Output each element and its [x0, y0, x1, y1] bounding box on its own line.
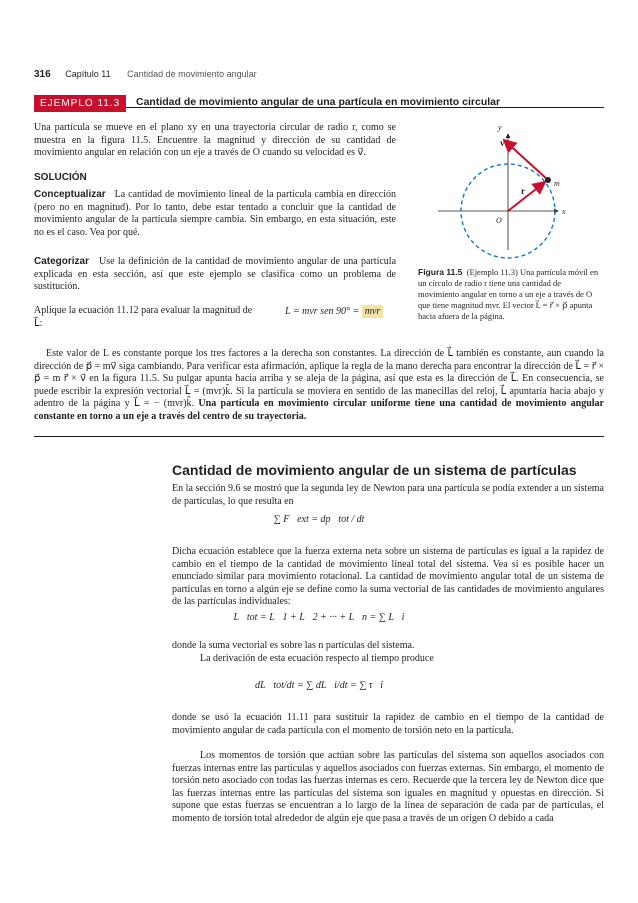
particle-dot	[545, 177, 551, 183]
figure-11-5	[418, 122, 604, 262]
equation-2: L⃗tot = L⃗1 + L⃗2 + ··· + L⃗n = ∑ L⃗i	[233, 612, 405, 623]
section-p5: Los momentos de torsión que actúan sobre las partículas del sistema son aquellos asociados con fuerzas internas entre las partículas y aquellos asociados con fuerzas externas. Sin embargo, el momento de torsión neto asociado con todas las fuerzas internas es cero. Recuerde que la tercera ley de Newton dice que las fuerzas internas entre las partículas del sistema son iguales en magnitud y opuestas en dirección. Si supone que estas fuerzas se encuentran a lo largo de la línea de separación de cada par de partículas, el momento de torsión total alrededor de algún eje que pasa a través de un origen O debido a cada	[172, 750, 604, 824]
section-title: Cantidad de movimiento angular de un sistema de partículas	[172, 462, 577, 478]
conclusion-text: Este valor de L es constante porque los tres factores a la derecha son constantes. La dirección de L⃗ también es constante, aun cuando la dirección de p⃗ = mv⃗ siga cambiando. Para verificar esta afirmación, aplique la regla de la mano derecha para encontrar la dirección de L⃗ = r⃗ × p⃗ = m r⃗ × v⃗ en la figura 11.5. Su pulgar apunta hacia arriba y se aleja de la página, así que esta es la dirección de L⃗. En consecuencia, se puede escribir la expresión vectorial L⃗ = (mvr)k̂. Si la partícula se moviera en sentido de las manecillas del reloj, L⃗ apuntaría hacia abajo y adentro de la página y L⃗ = − (mvr)k̂.	[34, 348, 604, 409]
categorize-text: Use la definición de la cantidad de movimiento angular de una partícula explicada en esta sección, así que este ejemplo se clasifica como un problema de sustitución.	[34, 256, 397, 292]
label-r: r⃗	[521, 186, 532, 196]
figure-caption-text: (Ejemplo 11.3) Una partícula móvil en un círculo de radio r tiene una cantidad de movimiento angular en torno a un eje a través de O que tiene magnitud mvr. El vector L⃗ = r⃗ × p⃗ apunta hacia afuera de la página.	[418, 267, 599, 321]
figure-caption-label: Figura 11.5	[418, 267, 463, 277]
apply-equation-answer: mvr	[362, 305, 384, 318]
figure-caption	[418, 267, 604, 322]
section-p3b: La derivación de esta ecuación respecto al tiempo produce	[200, 653, 434, 664]
conceptualize-paragraph	[34, 189, 396, 239]
solution-heading: SOLUCIÓN	[34, 172, 87, 183]
label-m: m	[554, 179, 560, 188]
apply-text: Aplique la ecuación 11.12 para evaluar la magnitud de L⃗:	[34, 305, 253, 329]
label-x: x	[562, 207, 566, 216]
equation-3: dL⃗tot/dt = ∑ dL⃗i/dt = ∑ τ⃗i	[254, 680, 384, 691]
conceptualize-label: Conceptualizar	[34, 189, 106, 200]
section-p3a: donde la suma vectorial es sobre las n partículas del sistema.	[172, 640, 415, 651]
label-o: O	[496, 216, 502, 225]
equation-1: ∑ F⃗ext = dp⃗tot / dt	[273, 514, 365, 525]
example-badge: EJEMPLO 11.3	[34, 95, 126, 112]
section-p4: donde se usó la ecuación 11.11 para sustituir la rapidez de cambio en el tiempo de la cantidad de movimiento angular de cada partícula con el momento de torsión neto en la partícula.	[172, 712, 604, 736]
chapter-title: Cantidad de movimiento angular	[127, 69, 257, 79]
label-v: v⃗	[500, 138, 512, 148]
apply-equation-lhs: L = mvr sen 90° =	[285, 306, 360, 317]
categorize-label: Categorizar	[34, 256, 90, 267]
section-p2: Dicha ecuación establece que la fuerza externa neta sobre un sistema de partículas es igual a la rapidez de cambio en el tiempo de la cantidad de movimiento lineal total del sistema. Vea si es posible hacer un enunciado similar para movimiento rotacional. La cantidad de movimiento angular total de un sistema de partículas en torno a algún eje se define como la suma vectorial de las cantidades de movimiento angulares de las partículas individuales:	[172, 546, 604, 607]
example-intro: Una partícula se mueve en el plano xy en una trayectoria circular de radio r, como se muestra en la figura 11.5. Encuentre la magnitud y dirección de su cantidad de movimiento angular en relación con un eje a través de O cuando su velocidad es v⃗.	[34, 122, 396, 158]
example-title: Cantidad de movimiento angular de una partícula en movimiento circular	[136, 96, 501, 108]
conceptualize-text: La cantidad de movimiento lineal de la partícula cambia en dirección (pero no en magnitud). Por lo tanto, debe estar tentado a concluir que la cantidad de movimiento angular de la partícula siempre cambia. Sin embargo, en esta situación, este no es el caso. Vea por qué.	[34, 189, 396, 238]
page-header	[34, 69, 257, 80]
chapter-label: Capítulo 11	[65, 69, 111, 79]
conclusion-paragraph	[34, 348, 604, 423]
conclusion-bold: Una partícula en movimiento circular uniforme tiene una cantidad de movimiento angular constante en torno a un eje a través del centro de su trayectoria.	[34, 398, 604, 422]
label-y: y	[498, 123, 502, 132]
page-number: 316	[34, 69, 51, 80]
apply-equation	[285, 306, 383, 317]
categorize-paragraph	[34, 256, 396, 294]
section-p1: En la sección 9.6 se mostró que la segunda ley de Newton para una partícula se podía extender a un sistema de partículas, lo que resulta en	[172, 483, 604, 507]
section-divider	[34, 436, 604, 437]
